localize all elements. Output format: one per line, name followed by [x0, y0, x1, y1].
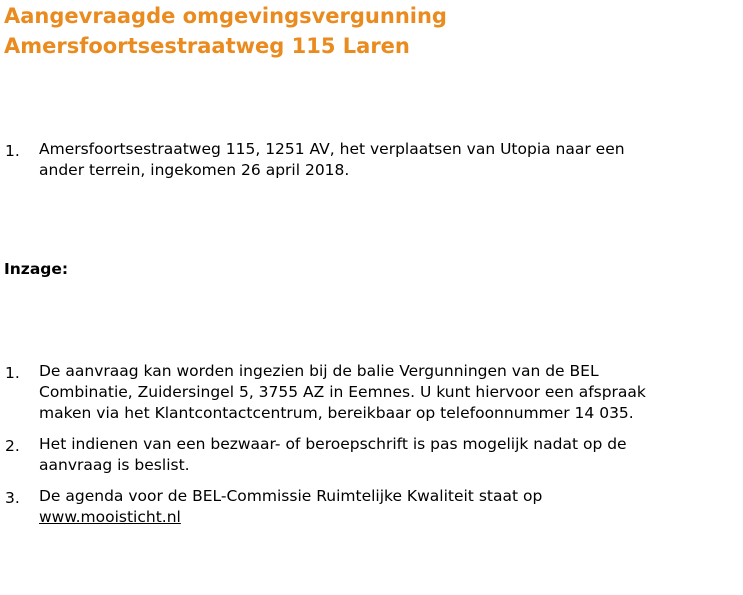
list-text-line: Het indienen van een bezwaar- of beroepschrift is pas mogelijk nadat op de [39, 435, 627, 453]
inzage-list [0, 361, 743, 528]
list-item [0, 361, 743, 434]
list-item [0, 486, 743, 528]
list-number: 2. [5, 437, 20, 455]
list-text-line: Combinatie, Zuidersingel 5, 3755 AZ in Eemnes. U kunt hiervoor een afspraak [39, 383, 646, 401]
list-text-line: Amersfoortsestraatweg 115, 1251 AV, het verplaatsen van Utopia naar een [39, 140, 625, 158]
list-item [0, 434, 743, 486]
list-text-line [39, 507, 739, 528]
mooisticht-link[interactable]: www.mooisticht.nl [39, 508, 181, 526]
list-text-line: aanvraag is beslist. [39, 456, 190, 474]
list-item [0, 139, 743, 181]
list-text-line: ander terrein, ingekomen 26 april 2018. [39, 161, 350, 179]
title-line-2: Amersfoortsestraatweg 115 Laren [4, 34, 410, 58]
list-number: 3. [5, 489, 20, 507]
title-line-1: Aangevraagde omgevingsvergunning [4, 4, 447, 28]
list-text-line: De agenda voor de BEL-Commissie Ruimtelijke Kwaliteit staat op [39, 487, 543, 505]
inzage-heading: Inzage: [4, 260, 69, 278]
list-number: 1. [5, 142, 20, 160]
list-number: 1. [5, 364, 20, 382]
application-list [0, 139, 743, 181]
list-text-line: maken via het Klantcontactcentrum, bereikbaar op telefoonnummer 14 035. [39, 404, 634, 422]
list-text-line: De aanvraag kan worden ingezien bij de balie Vergunningen van de BEL [39, 362, 599, 380]
